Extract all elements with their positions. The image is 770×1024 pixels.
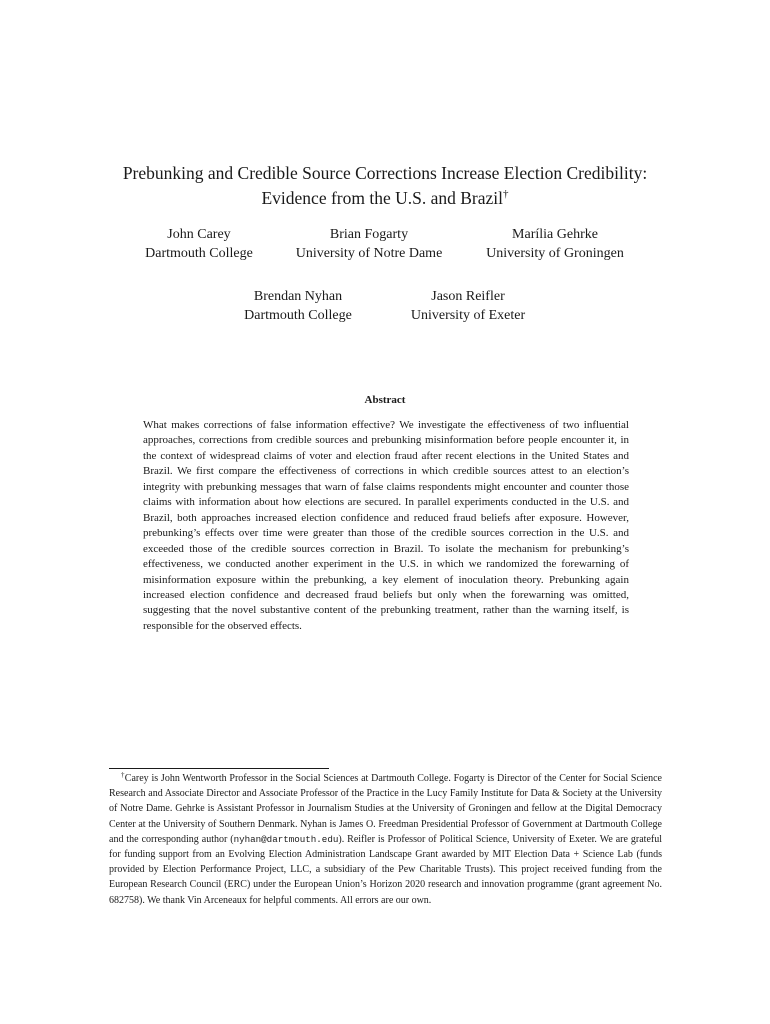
author-affiliation: University of Groningen	[486, 246, 624, 261]
author-affiliation: Dartmouth College	[145, 246, 253, 261]
author-name: Marília Gehrke	[512, 227, 598, 242]
author-block	[411, 287, 525, 325]
footnote-text-part-1: Carey is John Wentworth Professor in the Social Sciences at Dartmouth College. Fogarty is Director of the Center for Social Science Research and Associate Director and Associate Professor of the Practice in the Lucy Family Institute for Data & Society at the University of Notre Dame. Gehrke is Assistant Professor in Journalism Studies at the University of Groningen and fellow at the Digital Democracy Center at the University of Southern Denmark. Nyhan is James O. Freedman Presidential Professor of Government at Dartmouth College and the corresponding author (	[109, 773, 662, 845]
author-block	[145, 225, 253, 263]
author-row-1	[0, 225, 770, 265]
author-block	[244, 287, 352, 325]
footnote-text-part-2: ). Reifler is Professor of Political Science, University of Exeter. We are grateful for funding support from an Evolving Election Administration Landscape Grant awarded by MIT Election Data + Science Lab (funds provided by Election Performance Project, LLC, a subsidiary of the Pew Charitable Trusts). This project received funding from the European Research Council (ERC) under the European Union’s Horizon 2020 research and innovation programme (grant agreement No. 682758). We thank Vin Arceneaux for helpful comments. All errors are our own.	[109, 833, 662, 906]
author-name: Brendan Nyhan	[253, 289, 343, 304]
footnote-mark: †	[121, 771, 125, 779]
author-name: Brian Fogarty	[329, 227, 409, 242]
author-name: Jason Reifler	[431, 289, 505, 304]
author-row-2	[0, 287, 770, 327]
paper-title	[60, 161, 710, 211]
author-affiliation: University of Notre Dame	[295, 246, 443, 261]
footnote-rule	[109, 768, 329, 769]
author-block	[296, 225, 443, 263]
abstract-heading: Abstract	[364, 394, 406, 406]
author-affiliation: Dartmouth College	[244, 308, 352, 323]
author-block	[486, 225, 624, 263]
corresponding-email: nyhan@dartmouth.edu	[233, 833, 339, 845]
abstract-text: What makes corrections of false information effective? We investigate the effectiveness of two influential approaches, corrections from credible sources and prebunking misinformation before people encounter it, in the context of widespread claims of voter and election fraud after recent elections in the United States and Brazil. We first compare the effectiveness of corrections in which credible sources attest to an election’s integrity with prebunking messages that warn of false claims respondents might encounter and counter those claims with information about how elections are secured. In parallel experiments conducted in the U.S. and Brazil, both approaches increased election confidence and reduced fraud beliefs after exposure. However, prebunking’s effects over time were greater than those of the credible sources correction in the U.S. and exceeded those of the credible sources correction in Brazil. To isolate the mechanism for prebunking’s effectiveness, we conducted another experiment in the U.S. in which we randomized the forewarning of misinformation exposure within the prebunking, a key element of inoculation theory. Prebunking again increased election confidence and decreased fraud beliefs but only when the forewarning was omitted, suggesting that the novel substantive content of the prebunking treatment, rather than the warning itself, is responsible for the observed effects.	[143, 419, 629, 632]
title-line-2: Evidence from the U.S. and Brazil	[261, 188, 504, 208]
title-footnote-mark: †	[503, 188, 509, 200]
author-affiliation: University of Exeter	[410, 308, 526, 323]
author-name: John Carey	[167, 227, 231, 242]
title-line-1: Prebunking and Credible Source Corrections Increase Election Credibility:	[122, 163, 648, 183]
footnote	[109, 771, 662, 908]
